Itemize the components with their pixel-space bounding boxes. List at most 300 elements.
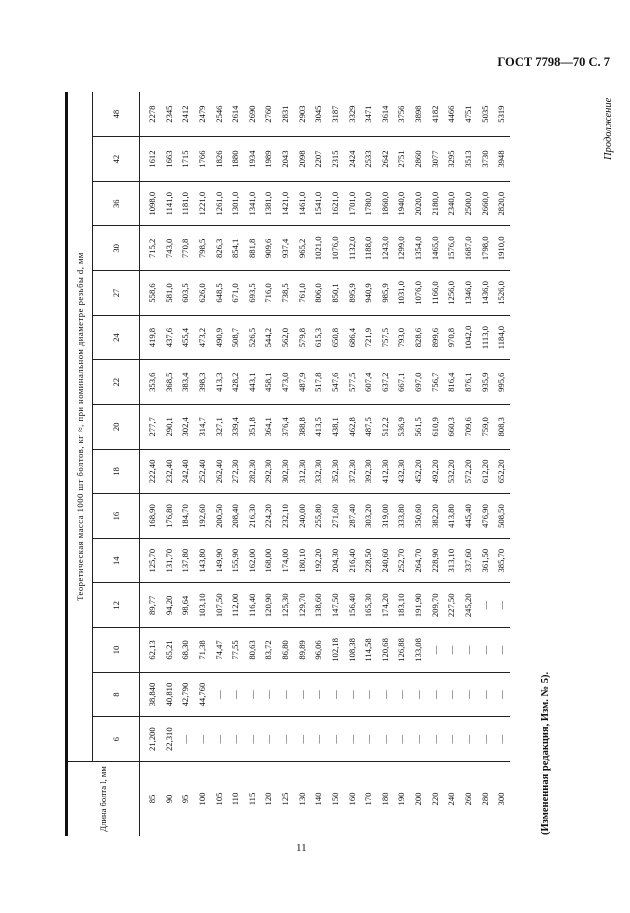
diameter-header: 20 [93,405,140,450]
mass-cell: 114,58 [360,628,377,673]
mass-cell: — [227,672,244,717]
mass-cell: 240,60 [377,538,394,583]
mass-cell: 2043 [277,137,294,182]
mass-cell: 413,80 [443,494,460,539]
mass-cell: 671,0 [227,271,244,316]
mass-cell: 147,50 [327,583,344,628]
mass-cell: 222,40 [140,449,161,494]
mass-cell: 686,4 [344,315,361,360]
mass-cell: 242,40 [177,449,194,494]
mass-cell: 2820,0 [493,181,510,226]
mass-cell: 1261,0 [211,181,228,226]
diameter-header: 42 [93,137,140,182]
mass-cell: 607,4 [360,360,377,405]
mass-cell: 149,90 [211,538,228,583]
mass-cell: 126,88 [393,628,410,673]
diameter-header: 8 [93,672,140,717]
mass-cell: 327,1 [211,405,228,450]
mass-cell: 262,40 [211,449,228,494]
mass-cell: 4751 [460,92,477,137]
mass-cell: 216,30 [244,494,261,539]
mass-cell: 89,89 [294,628,311,673]
mass-cell: 96,06 [310,628,327,673]
mass-cell: — [477,628,494,673]
mass-cell: — [429,734,440,744]
mass-cell: 558,6 [140,271,161,316]
mass-cell: 3614 [377,92,394,137]
mass-cell: 445,40 [460,494,477,539]
diameter-header: 18 [93,449,140,494]
mass-cell: 2340,0 [443,181,460,226]
mass-cell: 255,80 [310,494,327,539]
mass-cell: 165,30 [360,583,377,628]
bolt-length-cell: 85 [140,762,161,837]
diameter-header: 16 [93,494,140,539]
mass-cell: 940,9 [360,271,377,316]
mass-cell: 412,30 [377,449,394,494]
mass-cell: 428,2 [227,360,244,405]
mass-cell: — [346,734,357,744]
mass-cell: 204,30 [327,538,344,583]
mass-cell: 793,0 [393,315,410,360]
mass-cell: 1798,0 [477,226,494,271]
mass-cell: 455,4 [177,315,194,360]
mass-cell: 2903 [294,92,311,137]
mass-cell: 476,90 [477,494,494,539]
mass-cell: 512,2 [377,405,394,450]
mass-cell: 693,5 [244,271,261,316]
mass-cell: 738,5 [277,271,294,316]
mass-cell: — [377,672,394,717]
bolt-length-cell: 120 [260,762,277,837]
mass-cell: 612,20 [477,449,494,494]
mass-cell: 1940,0 [393,181,410,226]
table-row [277,92,294,836]
mass-cell: 876,1 [460,360,477,405]
mass-cell: 131,70 [161,538,178,583]
mass-cell: 1880 [227,137,244,182]
table-row [427,92,444,836]
bolt-length-cell: 200 [410,762,427,837]
mass-cell: — [213,734,224,744]
mass-cell: 228,90 [427,538,444,583]
bolt-length-cell: 105 [211,762,228,837]
table-row [360,92,377,836]
mass-cell: 192,60 [194,494,211,539]
mass-cell: 86,80 [277,628,294,673]
mass-cell: 382,20 [427,494,444,539]
mass-cell: 252,40 [194,449,211,494]
mass-cell: 3471 [360,92,377,137]
mass-cell: 120,68 [377,628,394,673]
mass-cell: 372,30 [344,449,361,494]
diameter-header-row [93,92,140,836]
table-title: Теоретическая масса 1000 шт болтов, кг ≈, при номинальном диаметре резьбы d, мм [67,92,93,762]
mass-cell: — [427,672,444,717]
mass-cell: — [410,672,427,717]
mass-cell: 1346,0 [460,271,477,316]
mass-cell: 137,80 [177,538,194,583]
mass-cell: 1612 [140,137,161,182]
mass-cell: 508,50 [493,494,510,539]
mass-cell: 561,5 [410,405,427,450]
mass-cell: — [260,672,277,717]
mass-cell: 303,20 [360,494,377,539]
diameter-header: 14 [93,538,140,583]
mass-cell: 2831 [277,92,294,137]
bolt-length-cell: 100 [194,762,211,837]
mass-cell: 143,80 [194,538,211,583]
mass-cell: 98,64 [177,583,194,628]
bolt-length-cell: 220 [427,762,444,837]
mass-cell: 398,3 [194,360,211,405]
mass-cell: 168,90 [140,494,161,539]
table-row [227,92,244,836]
mass-cell: 302,30 [277,449,294,494]
mass-cell: 3730 [477,137,494,182]
mass-cell: 995,6 [493,360,510,405]
mass-cell: 3045 [310,92,327,137]
mass-cell: 353,6 [140,360,161,405]
bolt-length-cell: 90 [161,762,178,837]
bolt-length-cell: 240 [443,762,460,837]
bolt-length-cell: 280 [477,762,494,837]
mass-cell: 2860 [410,137,427,182]
mass-cell: 899,6 [427,315,444,360]
mass-cell: — [280,734,291,744]
mass-cell: 5035 [477,92,494,137]
mass-cell: — [180,734,191,744]
mass-cell: 1381,0 [260,181,277,226]
mass-cell: 1141,0 [161,181,178,226]
mass-cell: 112,00 [227,583,244,628]
mass-cell: 350,60 [410,494,427,539]
mass-cell: 437,6 [161,315,178,360]
bolt-length-cell: 95 [177,762,194,837]
mass-cell: 89,77 [140,583,161,628]
mass-cell: 544,2 [260,315,277,360]
mass-cell: — [310,672,327,717]
mass-cell: 1436,0 [477,271,494,316]
mass-cell: 240,00 [294,494,311,539]
mass-cell: — [277,672,294,717]
mass-cell: 116,40 [244,583,261,628]
mass-cell: 102,18 [327,628,344,673]
mass-cell: — [363,734,374,744]
table-row [477,92,494,836]
mass-cell: 208,40 [227,494,244,539]
mass-cell: 107,50 [211,583,228,628]
mass-cell: — [396,734,407,744]
mass-cell: 648,5 [211,271,228,316]
mass-cell: 487,9 [294,360,311,405]
mass-cell: 2020,0 [410,181,427,226]
mass-cell: 770,8 [177,226,194,271]
mass-cell: — [443,672,460,717]
mass-cell: 3948 [493,137,510,182]
mass-cell: 667,1 [393,360,410,405]
mass-cell: 282,30 [244,449,261,494]
mass-cell: 216,40 [344,538,361,583]
mass-cell: 1184,0 [493,315,510,360]
mass-cell: 709,6 [460,405,477,450]
length-column-header: Длина болта l, мм [67,762,140,837]
diameter-header: 24 [93,315,140,360]
mass-cell: 2180,0 [427,181,444,226]
mass-cell: 615,3 [310,315,327,360]
mass-cell: 42,790 [177,672,194,717]
mass-cell: 761,0 [294,271,311,316]
page-number: 11 [296,842,307,854]
mass-cell: 1256,0 [443,271,460,316]
mass-cell: — [460,672,477,717]
mass-cell: 129,70 [294,583,311,628]
mass-cell: 80,63 [244,628,261,673]
mass-cell: 1188,0 [360,226,377,271]
mass-cell: 191,90 [410,583,427,628]
mass-cell: — [263,734,274,744]
mass-cell: 826,3 [211,226,228,271]
table-row [177,92,194,836]
mass-cell: — [196,734,207,744]
mass-cell: — [479,734,490,744]
diameter-header: 22 [93,360,140,405]
mass-cell: 125,30 [277,583,294,628]
mass-cell: 935,9 [477,360,494,405]
mass-cell: 292,30 [260,449,277,494]
mass-cell: 277,7 [140,405,161,450]
mass-cell: 806,0 [310,271,327,316]
bolt-length-cell: 115 [244,762,261,837]
mass-cell: 376,4 [277,405,294,450]
mass-cell: 1301,0 [227,181,244,226]
mass-cell: 715,2 [140,226,161,271]
mass-cell: 200,50 [211,494,228,539]
mass-cell: 1299,0 [393,226,410,271]
mass-cell: — [427,628,444,673]
table-row [211,92,228,836]
mass-cell: 1465,0 [427,226,444,271]
mass-cell: 2614 [227,92,244,137]
mass-cell: — [446,734,457,744]
mass-cell: 721,9 [360,315,377,360]
mass-cell: 850,1 [327,271,344,316]
mass-cell: — [313,734,324,744]
mass-cell: 168,00 [260,538,277,583]
mass-cell: 895,9 [344,271,361,316]
mass-cell: 603,5 [177,271,194,316]
mass-cell: 133,08 [410,628,427,673]
table-row [410,92,427,836]
bolt-length-cell: 110 [227,762,244,837]
mass-cell: 3329 [344,92,361,137]
mass-cell: 650,8 [327,315,344,360]
mass-cell: 245,20 [460,583,477,628]
mass-cell: 1341,0 [244,181,261,226]
mass-cell: — [443,628,460,673]
mass-cell: — [344,672,361,717]
bolt-length-cell: 300 [493,762,510,837]
mass-cell: 1076,0 [327,226,344,271]
mass-cell: 2690 [244,92,261,137]
mass-cell: 3077 [427,137,444,182]
mass-cell: 3756 [393,92,410,137]
mass-cell: 413,3 [211,360,228,405]
mass-cell: 361,50 [477,538,494,583]
mass-cell: — [493,628,510,673]
mass-cell: 312,30 [294,449,311,494]
mass-cell: 970,8 [443,315,460,360]
mass-cell: 184,70 [177,494,194,539]
mass-cell: 798,5 [194,226,211,271]
mass-cell: 4466 [443,92,460,137]
mass-cell: 351,8 [244,405,261,450]
mass-cell: 209,70 [427,583,444,628]
mass-cell: 1221,0 [194,181,211,226]
mass-cell: 2278 [140,92,161,137]
mass-cell: 290,1 [161,405,178,450]
mass-cell: 816,4 [443,360,460,405]
mass-cell: 287,40 [344,494,361,539]
mass-cell: 125,70 [140,538,161,583]
mass-cell: 526,5 [244,315,261,360]
mass-cell: 21,200 [147,727,158,752]
mass-cell: 756,7 [427,360,444,405]
mass-cell: 44,760 [194,672,211,717]
mass-cell: 4182 [427,92,444,137]
table-row [460,92,477,836]
table-row [327,92,344,836]
table-row [493,92,510,836]
mass-cell: 364,1 [260,405,277,450]
mass-cell: 383,4 [177,360,194,405]
diameter-header: 36 [93,181,140,226]
mass-cell: — [393,672,410,717]
mass-cell: 759,0 [477,405,494,450]
mass-cell: 227,50 [443,583,460,628]
table-row [161,92,178,836]
mass-cell: 388,8 [294,405,311,450]
mass-cell: 854,1 [227,226,244,271]
table-row [310,92,327,836]
mass-cell: 138,60 [310,583,327,628]
mass-cell: 5319 [493,92,510,137]
mass-cell: 1621,0 [327,181,344,226]
mass-cell: 333,80 [393,494,410,539]
mass-cell: 68,30 [177,628,194,673]
mass-cell: 660,3 [443,405,460,450]
mass-cell: 965,2 [294,226,311,271]
mass-cell: 1715 [177,137,194,182]
mass-cell: 1042,0 [460,315,477,360]
mass-cell: 547,6 [327,360,344,405]
mass-cell: 272,30 [227,449,244,494]
mass-cell: 38,840 [140,672,161,717]
mass-cell: 94,20 [161,583,178,628]
mass-cell: 314,7 [194,405,211,450]
mass-cell: 174,20 [377,583,394,628]
mass-cell: 2424 [344,137,361,182]
mass-cell: 271,60 [327,494,344,539]
mass-cell: 2642 [377,137,394,182]
mass-cell: 1021,0 [310,226,327,271]
mass-cell: 438,1 [327,405,344,450]
mass-cell: 264,70 [410,538,427,583]
mass-cell: 637,2 [377,360,394,405]
continuation-label: Продолжение [603,97,614,160]
mass-cell: 1098,0 [140,181,161,226]
mass-cell: 3295 [443,137,460,182]
mass-cell: 487,5 [360,405,377,450]
mass-cell: 490,9 [211,315,228,360]
mass-cell: 1826 [211,137,228,182]
mass-cell: — [246,734,257,744]
mass-cell: 339,4 [227,405,244,450]
mass-cell: 2546 [211,92,228,137]
mass-cell: 1461,0 [294,181,311,226]
bolt-length-cell: 140 [310,762,327,837]
mass-cell: 2315 [327,137,344,182]
mass-cell: 2098 [294,137,311,182]
mass-cell: 180,10 [294,538,311,583]
bolt-length-cell: 190 [393,762,410,837]
mass-cell: — [296,734,307,744]
mass-cell: 228,50 [360,538,377,583]
mass-cell: — [493,583,510,628]
mass-cell: 2479 [194,92,211,137]
mass-cell: 1663 [161,137,178,182]
mass-cell: 2660,0 [477,181,494,226]
mass-cell: 313,10 [443,538,460,583]
mass-cell: 1076,0 [410,271,427,316]
mass-cell: 1243,0 [377,226,394,271]
mass-cell: 419,8 [140,315,161,360]
mass-cell: 1860,0 [377,181,394,226]
mass-cell: — [496,734,507,744]
mass-cell: 319,00 [377,494,394,539]
mass-cell: 562,0 [277,315,294,360]
diameter-header: 10 [93,628,140,673]
mass-cell: — [493,672,510,717]
mass-cell: 155,90 [227,538,244,583]
mass-cell: 232,10 [277,494,294,539]
mass-cell: — [477,583,494,628]
table-row [140,92,161,836]
mass-cell: — [360,672,377,717]
mass-cell: 458,1 [260,360,277,405]
mass-cell: 176,80 [161,494,178,539]
mass-cell: 579,8 [294,315,311,360]
table-row [260,92,277,836]
mass-cell: 581,0 [161,271,178,316]
mass-cell: 697,0 [410,360,427,405]
mass-cell: 517,8 [310,360,327,405]
mass-cell: 183,10 [393,583,410,628]
mass-cell: 252,70 [393,538,410,583]
mass-cell: 577,5 [344,360,361,405]
mass-cell: 1701,0 [344,181,361,226]
mass-cell: 162,00 [244,538,261,583]
mass-cell: 2412 [177,92,194,137]
mass-cell: 757,5 [377,315,394,360]
mass-cell: — [462,734,473,744]
mass-cell: 120,90 [260,583,277,628]
bolt-length-cell: 260 [460,762,477,837]
mass-cell: 3187 [327,92,344,137]
mass-cell: 1354,0 [410,226,427,271]
mass-cell: 1541,0 [310,181,327,226]
mass-cell: 473,0 [277,360,294,405]
